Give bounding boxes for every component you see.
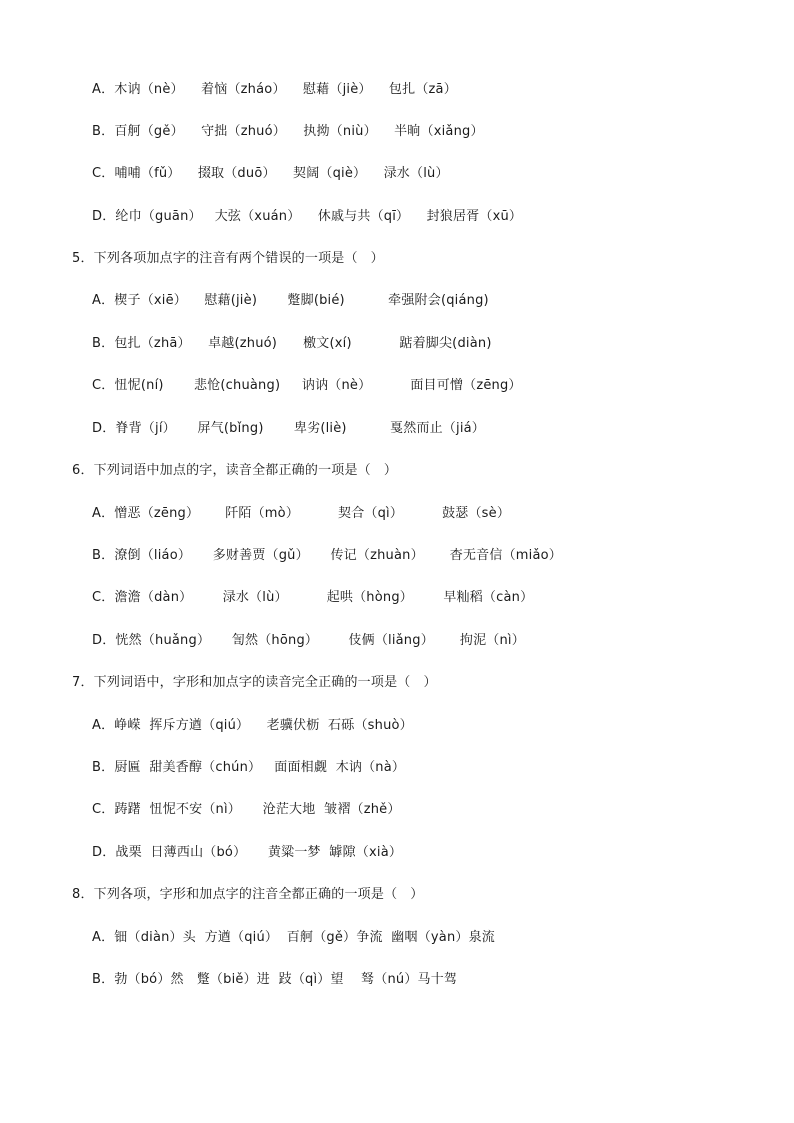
option-line: A．木讷（nè） 着恼（zháo） 慰藉（jiè） 包扎（zā） (92, 82, 457, 97)
option-line: D．恍然（huǎng） 訇然（hōng） 伎俩（liǎng） 拘泥（nì） (92, 633, 525, 648)
option-line: B．潦倒（liáo） 多财善贾（gǔ） 传记（zhuàn） 杳无音信（miǎo） (92, 548, 562, 563)
option-line: B．包扎（zhā） 卓越(zhuó) 檄文(xí) 踮着脚尖(diàn) (92, 336, 492, 351)
question-stem: 7．下列词语中，字形和加点字的读音完全正确的一项是（ ） (72, 675, 437, 690)
option-line: C．踌躇 忸怩不安（nì） 沧茫大地 皱褶（zhě） (92, 802, 401, 817)
option-line: B．勃（bó）然 蹩（biě）进 跂（qì）望 驽（nú）马十驾 (92, 972, 458, 987)
option-line: A．憎恶（zēng） 阡陌（mò） 契合（qì） 鼓瑟（sè） (92, 506, 511, 521)
option-line: B．厨匾 甜美香醇（chún） 面面相觑 木讷（nà） (92, 760, 406, 775)
option-line: D．脊背（jí） 屏气(bǐng) 卑劣(liè) 戛然而止（jiá） (92, 421, 485, 436)
option-line: A．钿（diàn）头 方遒（qiú） 百舸（gě）争流 幽咽（yàn）泉流 (92, 930, 496, 945)
option-line: A．楔子（xiē） 慰藉(jiè) 蹩脚(bié) 牵强附会(qiáng) (92, 293, 489, 308)
option-line: C．哺哺（fǔ） 掇取（duō） 契阔（qiè） 渌水（lù） (92, 166, 449, 181)
question-stem: 6．下列词语中加点的字，读音全都正确的一项是（ ） (72, 463, 398, 478)
option-line: D．战栗 日薄西山（bó） 黄粱一梦 罅隙（xià） (92, 845, 403, 860)
option-line: D．纶巾（guān） 大弦（xuán） 休戚与共（qī） 封狼居胥（xū） (92, 209, 523, 224)
question-stem: 5．下列各项加点字的注音有两个错误的一项是（ ） (72, 251, 384, 266)
question-stem: 8．下列各项，字形和加点字的注音全都正确的一项是（ ） (72, 887, 424, 902)
option-line: B．百舸（gě） 守拙（zhuó） 执拗（niù） 半晌（xiǎng） (92, 124, 484, 139)
option-line: C．澹澹（dàn） 渌水（lù） 起哄（hòng） 早籼稻（càn） (92, 590, 534, 605)
option-line: A．峥嵘 挥斥方遒（qiú） 老骥伏枥 石砾（shuò） (92, 718, 413, 733)
option-line: C．忸怩(ní) 悲怆(chuàng) 讷讷（nè） 面目可憎（zēng） (92, 378, 522, 393)
